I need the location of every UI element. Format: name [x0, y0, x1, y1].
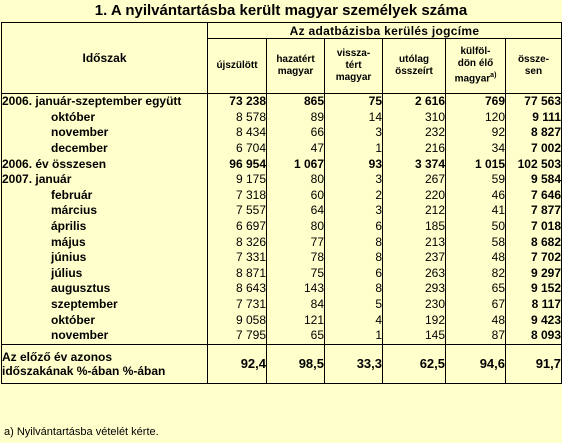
table-cell: 216 — [383, 141, 446, 157]
table-cell: 80 — [267, 172, 325, 188]
table-cell: 9 175 — [208, 172, 267, 188]
column-header-line: magyar — [335, 72, 372, 83]
table-cell: 9 111 — [506, 110, 562, 126]
table-cell: 1 — [325, 141, 383, 157]
table-cell: 7 557 — [208, 203, 267, 219]
table-cell: 263 — [383, 266, 446, 282]
row-label: szeptember — [2, 297, 208, 313]
table-cell: 185 — [383, 219, 446, 235]
row-label: április — [2, 219, 208, 235]
table-cell: 6 697 — [208, 219, 267, 235]
table-cell: 102 503 — [506, 156, 562, 172]
table-cell: 8 — [325, 281, 383, 297]
table-row — [2, 328, 562, 344]
row-label: november — [2, 328, 208, 344]
table-cell: 145 — [383, 328, 446, 344]
table-cell: 46 — [446, 188, 506, 204]
table-row — [2, 172, 562, 188]
table-cell: 4 — [325, 312, 383, 328]
table-cell: 78 — [267, 250, 325, 266]
row-label: 2007. január — [2, 172, 208, 188]
column-header — [325, 39, 383, 94]
row-label: 2006. év összesen — [2, 156, 208, 172]
table-cell: 212 — [383, 203, 446, 219]
table-cell: 310 — [383, 110, 446, 126]
table-cell: 8 827 — [506, 125, 562, 141]
table-cell: 192 — [383, 312, 446, 328]
column-header-line: dön élő — [457, 58, 494, 70]
table-cell: 8 643 — [208, 281, 267, 297]
column-header-line: össze- — [517, 54, 550, 65]
table-cell: 6 704 — [208, 141, 267, 157]
column-header-line: külföl- — [460, 46, 491, 58]
table-cell: 77 563 — [506, 94, 562, 110]
percent-cell: 62,5 — [383, 344, 446, 383]
table-cell: 8 682 — [506, 234, 562, 250]
table-cell: 120 — [446, 110, 506, 126]
table-cell: 8 — [325, 234, 383, 250]
table-cell: 1 067 — [267, 156, 325, 172]
table-cell: 8 578 — [208, 110, 267, 126]
table-cell: 93 — [325, 156, 383, 172]
percent-cell: 98,5 — [267, 344, 325, 383]
table-cell: 9 058 — [208, 312, 267, 328]
table-row — [2, 297, 562, 313]
table-cell: 7 331 — [208, 250, 267, 266]
table-row — [2, 94, 562, 110]
table-cell: 267 — [383, 172, 446, 188]
table-row — [2, 125, 562, 141]
column-header-line: hazatért — [276, 54, 315, 65]
percent-cell: 33,3 — [325, 344, 383, 383]
table-cell: 8 871 — [208, 266, 267, 282]
table-cell: 50 — [446, 219, 506, 235]
table-cell: 9 152 — [506, 281, 562, 297]
table-row — [2, 156, 562, 172]
table-cell: 8 093 — [506, 328, 562, 344]
group-header: Az adatbázisba kerülés jogcíme — [208, 23, 562, 39]
row-label: december — [2, 141, 208, 157]
table-cell: 48 — [446, 250, 506, 266]
table-cell: 3 — [325, 125, 383, 141]
table-row — [2, 266, 562, 282]
row-label: június — [2, 250, 208, 266]
table-cell: 232 — [383, 125, 446, 141]
table-cell: 293 — [383, 281, 446, 297]
period-header: Időszak — [2, 23, 208, 94]
table-cell: 65 — [267, 328, 325, 344]
table-cell: 92 — [446, 125, 506, 141]
column-header — [208, 39, 267, 94]
column-header — [383, 39, 446, 94]
row-label: október — [2, 110, 208, 126]
row-label: október — [2, 312, 208, 328]
column-header-line: újszülött — [216, 60, 258, 71]
table-cell: 213 — [383, 234, 446, 250]
column-header — [446, 39, 506, 94]
table-cell: 8 434 — [208, 125, 267, 141]
table-cell: 75 — [325, 94, 383, 110]
table-cell: 1 — [325, 328, 383, 344]
table-cell: 7 795 — [208, 328, 267, 344]
percent-row-label — [2, 344, 208, 383]
table-cell: 3 — [325, 172, 383, 188]
table-cell: 5 — [325, 297, 383, 313]
table-cell: 64 — [267, 203, 325, 219]
table-cell: 8 117 — [506, 297, 562, 313]
table-cell: 67 — [446, 297, 506, 313]
table-cell: 230 — [383, 297, 446, 313]
table-cell: 47 — [267, 141, 325, 157]
table-cell: 58 — [446, 234, 506, 250]
column-header-line: magyar — [454, 73, 491, 85]
table-cell: 1 015 — [446, 156, 506, 172]
table-cell: 65 — [446, 281, 506, 297]
table-cell: 60 — [267, 188, 325, 204]
table-cell: 84 — [267, 297, 325, 313]
row-label: március — [2, 203, 208, 219]
column-header — [267, 39, 325, 94]
table-cell: 7 002 — [506, 141, 562, 157]
table-title: 1. A nyilvántartásba került magyar személyek száma — [94, 2, 468, 19]
table-cell: 8 — [325, 250, 383, 266]
column-header-line: sen — [524, 66, 543, 77]
table-row — [2, 281, 562, 297]
table-cell: 237 — [383, 250, 446, 266]
table-cell: 66 — [267, 125, 325, 141]
row-label: 2006. január-szeptember együtt — [2, 94, 208, 110]
table-cell: 34 — [446, 141, 506, 157]
table-cell: 865 — [267, 94, 325, 110]
table-cell: 87 — [446, 328, 506, 344]
column-header-line: magyar — [277, 66, 314, 77]
table-cell: 14 — [325, 110, 383, 126]
table-cell: 121 — [267, 312, 325, 328]
row-label: július — [2, 266, 208, 282]
table-row — [2, 250, 562, 266]
table-row — [2, 141, 562, 157]
table-cell: 3 374 — [383, 156, 446, 172]
column-header-line: tért — [345, 60, 362, 71]
table-cell: 73 238 — [208, 94, 267, 110]
column-header-line: összeírt — [395, 66, 433, 77]
table-cell: 769 — [446, 94, 506, 110]
percent-cell: 92,4 — [208, 344, 267, 383]
row-label: május — [2, 234, 208, 250]
table-row — [2, 188, 562, 204]
table-cell: 2 616 — [383, 94, 446, 110]
data-table — [1, 22, 562, 384]
percent-row-label-line: Az előző év azonos — [2, 349, 113, 364]
table-cell: 7 646 — [506, 188, 562, 204]
row-label: november — [2, 125, 208, 141]
table-cell: 7 018 — [506, 219, 562, 235]
table-cell: 82 — [446, 266, 506, 282]
table-cell: 6 — [325, 219, 383, 235]
table-row — [2, 203, 562, 219]
table-cell: 2 — [325, 188, 383, 204]
table-cell: 59 — [446, 172, 506, 188]
table-cell: 7 702 — [506, 250, 562, 266]
percent-row-label-line: időszakának %-ában %-ában — [2, 363, 166, 378]
table-cell: 75 — [267, 266, 325, 282]
table-cell: 6 — [325, 266, 383, 282]
table-cell: 77 — [267, 234, 325, 250]
table-cell: 9 584 — [506, 172, 562, 188]
table-cell: 3 — [325, 203, 383, 219]
footnote-marker: a) — [490, 72, 497, 80]
table-cell: 7 318 — [208, 188, 267, 204]
table-cell: 7 877 — [506, 203, 562, 219]
table-cell: 220 — [383, 188, 446, 204]
column-header — [506, 39, 562, 94]
table-row — [2, 110, 562, 126]
row-label: augusztus — [2, 281, 208, 297]
percent-row — [2, 344, 562, 383]
table-row — [2, 234, 562, 250]
table-cell: 89 — [267, 110, 325, 126]
table-row — [2, 312, 562, 328]
table-cell: 8 326 — [208, 234, 267, 250]
footnote: a) Nyilvántartásba vételét kérte. — [4, 426, 159, 438]
column-header-line: vissza- — [336, 48, 371, 59]
table-cell: 143 — [267, 281, 325, 297]
table-cell: 9 423 — [506, 312, 562, 328]
table-cell: 96 954 — [208, 156, 267, 172]
table-cell: 7 731 — [208, 297, 267, 313]
table-cell: 48 — [446, 312, 506, 328]
table-cell: 80 — [267, 219, 325, 235]
table-cell: 41 — [446, 203, 506, 219]
percent-cell: 94,6 — [446, 344, 506, 383]
table-cell: 9 297 — [506, 266, 562, 282]
percent-cell: 91,7 — [506, 344, 562, 383]
table-row — [2, 219, 562, 235]
column-header-line: utólag — [399, 54, 429, 65]
row-label: február — [2, 188, 208, 204]
